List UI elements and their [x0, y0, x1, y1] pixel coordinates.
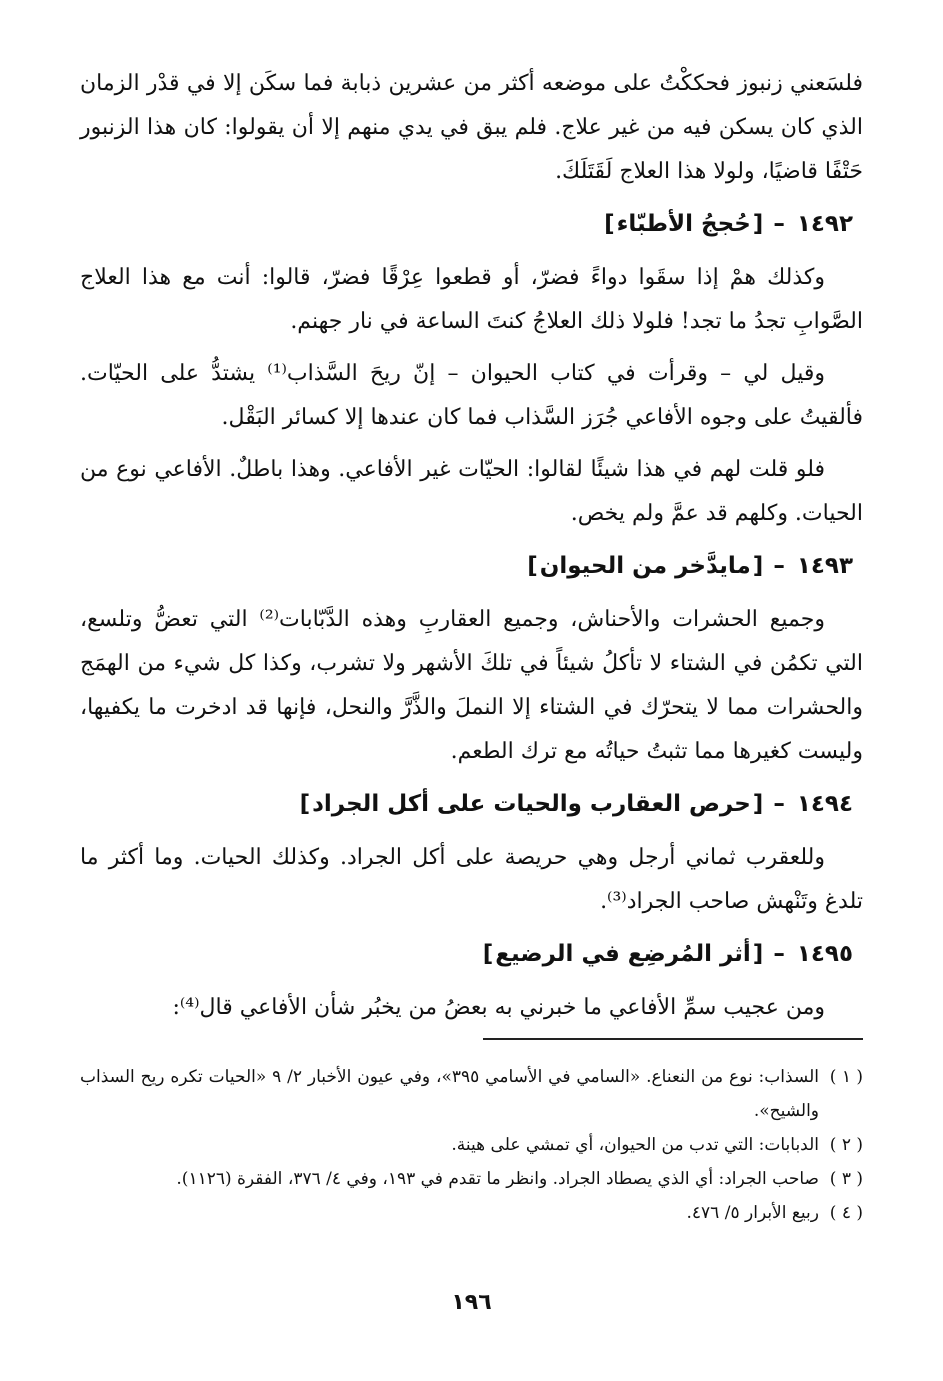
section-1494 [80, 782, 863, 924]
footnote-number: ( ٢ ) [829, 1135, 863, 1155]
footnote-2 [80, 1128, 863, 1162]
dash: – [773, 791, 785, 817]
section-number: ١٤٩٤ [796, 791, 853, 817]
close-bracket: ] [482, 941, 494, 967]
paragraph: ومن عجيب سمِّ الأفاعي ما خبرني به بعضُ من يخبُر شأن الأفاعي قال⁽⁴⁾: [172, 995, 825, 1020]
section-1492 [80, 202, 863, 536]
dash: – [773, 211, 785, 237]
paragraph: وكذلك همْ إذا سقَوا دواءً فضرّ، أو قطعوا عِرْقًا فضرّ، قالوا: أنت مع هذا العلاج الصَّوابِ تجدُ ما تجد! فلولا ذلك العلاجُ كنتَ الساعة في نار جهنم. [80, 265, 863, 334]
footnote-text: السذاب: نوع من النعناع. «السامي في الأسامي ٣٩٥»، وفي عيون الأخبار ٢/ ٩ «الحيات تكره ريح السذاب والشيح». [80, 1067, 819, 1121]
open-bracket: [ [752, 791, 764, 817]
footnote-text: الدبابات: التي تدب من الحيوان، أي تمشي على هينة. [451, 1135, 819, 1155]
page-body [80, 62, 863, 1038]
section-number: ١٤٩٥ [796, 941, 853, 967]
footnote-number: ( ٤ ) [829, 1203, 863, 1223]
dash: – [773, 941, 785, 967]
section-title: أثر المُرضِع في الرضيع [495, 941, 751, 967]
section-heading [80, 782, 863, 826]
footnote-4 [80, 1196, 863, 1230]
paragraph: فلو قلت لهم في هذا شيئًا لقالوا: الحيّات غير الأفاعي. وهذا باطلٌ. الأفاعي نوع من الحيات. وكلهم قد عمَّ ولم يخص. [80, 457, 863, 526]
section-number: ١٤٩٣ [796, 553, 853, 579]
footnotes [80, 1060, 863, 1230]
intro-paragraph: فلسَعني زنبوز فحككْتُ على موضعه أكثر من عشرين ذبابة فما سكَن إلا في قدْر الزمان الذي كان يسكن فيه من غير علاج. فلم يبق في يدي منهم إلا أن يقولوا: كان هذا الزنبور حَتْفًا قاضيًا، ولولا هذا العلاج لَقَتَلَكَ. [80, 71, 863, 184]
paragraph: وقيل لي – وقرأت في كتاب الحيوان – إنّ ريحَ السَّذاب⁽¹⁾ يشتدُّ على الحيّات. فألقيتُ على وجوه الأفاعي جُرَز السَّذاب فما كان عندها إلا كسائر البَقْل. [80, 361, 863, 430]
footnote-3 [80, 1162, 863, 1196]
close-bracket: ] [604, 211, 615, 237]
section-title: مايدَّخر من الحيوان [539, 553, 751, 579]
footnote-divider [483, 1038, 863, 1040]
close-bracket: ] [527, 553, 538, 579]
open-bracket: [ [752, 553, 764, 579]
section-heading [80, 544, 863, 588]
section-title: حُججُ الأطبّاء [616, 211, 751, 237]
page-number: ١٩٦ [451, 1290, 492, 1315]
section-1495 [80, 932, 863, 1030]
footnote-text: صاحب الجراد: أي الذي يصطاد الجراد. وانظر ما تقدم في ١٩٣، وفي ٤/ ٣٧٦، الفقرة (١١٢٦). [176, 1169, 819, 1189]
close-bracket: ] [299, 791, 311, 817]
footnote-number: ( ٣ ) [829, 1169, 863, 1189]
paragraph: وللعقرب ثماني أرجل وهي حريصة على أكل الجراد. وكذلك الحيات. وما أكثر ما تلدغ وتَنْهش صاحب الجراد⁽³⁾. [80, 845, 863, 914]
footnote-number: ( ١ ) [829, 1067, 863, 1087]
section-1493 [80, 544, 863, 774]
section-heading [80, 202, 863, 246]
section-heading [80, 932, 863, 976]
dash: – [773, 553, 785, 579]
footnote-1 [80, 1060, 863, 1128]
section-title: حرص العقارب والحيات على أكل الجراد [312, 791, 751, 817]
open-bracket: [ [752, 941, 764, 967]
paragraph: وجميع الحشرات والأحناش، وجميع العقاربِ وهذه الدَّبّابات⁽²⁾ التي تعضُّ وتلسع، التي تكمُن في الشتاء لا تأكلُ شيئاً في تلكَ الأشهر ولا تشرب، وكذا كل شيء من الهمَج والحشرات مما لا يتحرّك في الشتاء إلا النملَ والذَّرَّ والنحل، فإنها قد ادخرت ما يكفيها، وليست كغيرها مما تثبتُ حياتُه مع ترك الطعم. [80, 607, 863, 764]
section-number: ١٤٩٢ [796, 211, 853, 237]
open-bracket: [ [752, 211, 764, 237]
footnote-text: ربيع الأبرار ٥/ ٤٧٦. [686, 1203, 819, 1223]
